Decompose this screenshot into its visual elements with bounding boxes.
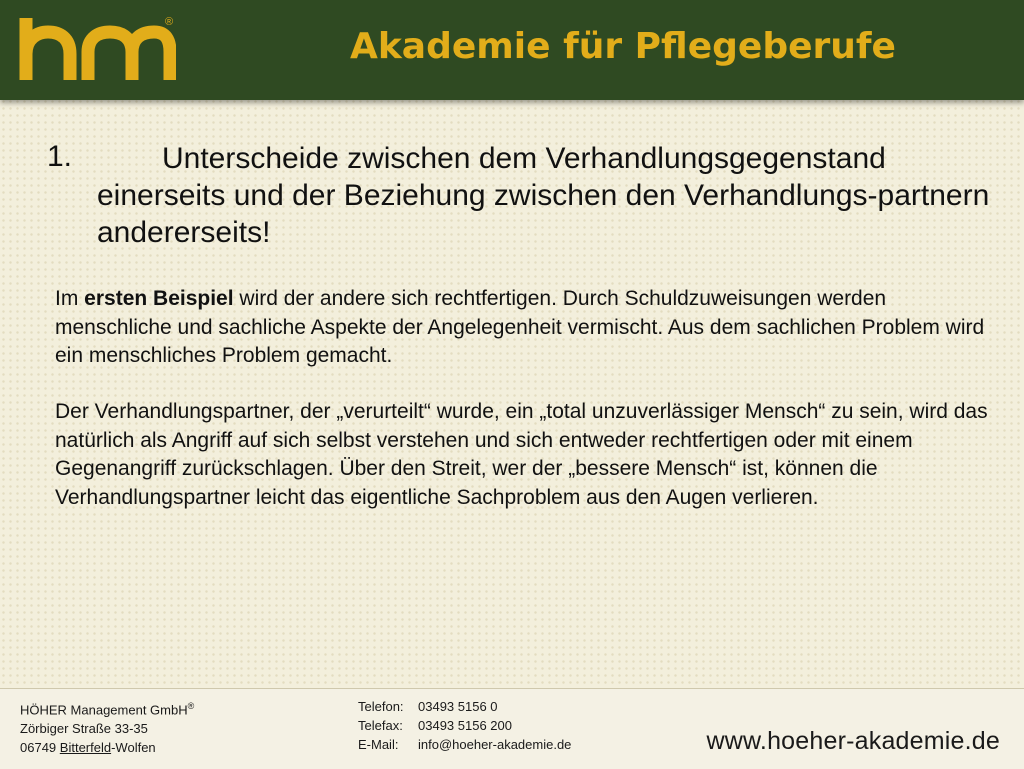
footer-company-block [20, 697, 194, 757]
footer-email: info@hoeher-akademie.de [418, 737, 572, 752]
paragraph-first-bold: ersten Beispiel [84, 287, 234, 310]
footer-company-reg: ® [187, 701, 195, 711]
logo-registered-mark: ® [165, 16, 174, 28]
footer-phone-row [358, 697, 571, 716]
footer-company-name: HÖHER Management GmbH [20, 702, 188, 718]
footer [0, 688, 1024, 769]
footer-street: Zörbiger Straße 33-35 [20, 721, 148, 737]
hm-logo-graphic [18, 18, 176, 80]
paragraph-second: Der Verhandlungspartner, der „verurteilt“ wurde, ein „total unzuverlässiger Mensch“ zu sein, wird das natürlich als Angriff auf sich selbst verstehen und sich entweder rechtfertigen oder mit einem Gegenangriff zurückschlagen. Über den Streit, wer der „bessere Mensch“ ist, können die Verhandlungspartner leicht das eigentliche Sachproblem aus den Augen verlieren. [55, 400, 988, 509]
footer-email-row [358, 735, 571, 754]
footer-company-line [20, 697, 194, 719]
question-number: 1. [47, 140, 73, 173]
slide-content [0, 100, 1024, 685]
footer-city-rest: -Wolfen [111, 740, 156, 756]
paragraph-first-example [55, 285, 995, 371]
header-bar [0, 0, 1024, 100]
footer-fax-label: Telefax: [358, 718, 403, 733]
page-title: Akademie für Pflegeberufe [350, 26, 896, 67]
question-text: Unterscheide zwischen dem Verhandlungsgegenstand einerseits und der Beziehung zwischen den Verhandlungs-partnern andererseits! [97, 142, 990, 249]
footer-contact-block [358, 697, 571, 754]
footer-phone: 03493 5156 0 [418, 699, 498, 714]
footer-phone-label: Telefon: [358, 699, 404, 714]
paragraph-first-prefix: Im [55, 287, 85, 310]
hm-logo [18, 18, 176, 85]
footer-fax: 03493 5156 200 [418, 718, 512, 733]
paragraph-first-rest: wird der andere sich rechtfertigen. Durch Schuldzuweisungen werden menschliche und sachliche Aspekte der Angelegenheit vermischt. Aus dem sachlichen Problem wird ein menschliches Problem gemacht. [55, 287, 985, 367]
footer-city-underlined: Bitterfeld [59, 740, 112, 756]
footer-email-label: E-Mail: [358, 737, 399, 752]
footer-fax-row [358, 716, 571, 735]
footer-postcode: 06749 [20, 740, 57, 756]
footer-website: www.hoeher-akademie.de [706, 727, 1000, 755]
footer-city-line [20, 738, 194, 757]
